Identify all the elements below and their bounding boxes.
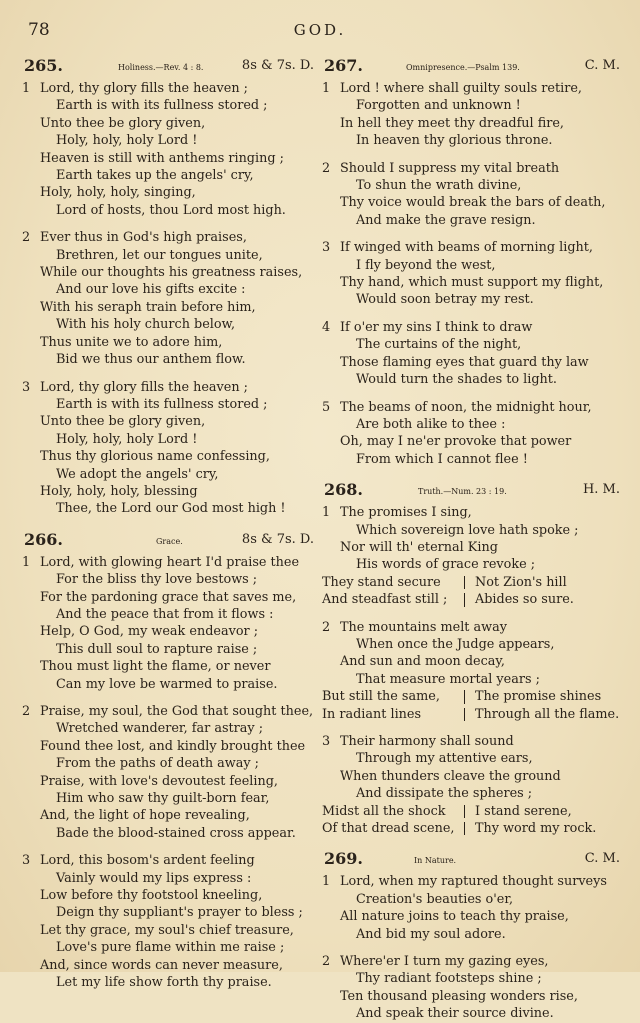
verse-line: Found thee lost, and kindly brought thee (40, 738, 306, 754)
verse-line: Forgotten and unknown ! (356, 98, 521, 114)
line-text: Where'er I turn my gazing eyes, (340, 954, 549, 970)
verse-line: Through my attentive ears, (356, 751, 533, 767)
line-text: Should I suppress my vital breath (340, 160, 560, 176)
verse-line: Holy, holy, holy, blessing (40, 483, 198, 499)
stanza-number: 3 (322, 240, 331, 256)
verse-line: Which sovereign love hath spoke ; (356, 522, 579, 538)
verse-line: From which I cannot flee ! (356, 451, 528, 467)
stanza-number: 1 (322, 81, 331, 96)
verse-line: His words of grace revoke ; (356, 557, 536, 573)
line-text: If o'er my sins I think to draw (340, 319, 533, 335)
stanza-number: 5 (322, 399, 331, 415)
left-column (22, 56, 314, 992)
line-text: Lord, thy glory fills the heaven ; (40, 81, 248, 96)
verse-line (322, 619, 620, 636)
verse-line: With his holy church below, (56, 317, 236, 333)
stanza-number: 4 (322, 319, 331, 335)
brace-divider (464, 708, 475, 721)
split-left: But still the same, (322, 689, 440, 705)
line-text: Lord, with glowing heart I'd praise thee (40, 554, 300, 570)
stanza-number: 2 (22, 230, 31, 246)
split-right: Abides so sure. (475, 592, 574, 608)
verse-line: Can my love be warmed to praise. (56, 676, 278, 692)
verse-line (22, 554, 314, 571)
verse-line: Are both alike to thee : (356, 416, 506, 432)
verse-line: This dull soul to rapture raise ; (56, 641, 258, 657)
hymn-title: In Nature. (414, 856, 457, 866)
verse-line (322, 504, 620, 521)
verse-line: Thou must light the flame, or never (40, 659, 271, 675)
hymn-meter: H. M. (582, 482, 620, 498)
verse-line: Vainly would my lips express : (56, 870, 252, 886)
verse-line: Thy voice would break the bars of death, (340, 195, 606, 211)
verse-line (322, 239, 620, 256)
stanza-number: 2 (22, 704, 31, 719)
split-right: The promise shines (475, 689, 602, 705)
split-line (322, 591, 620, 608)
hymn-meter: 8s & 7s. D. (241, 58, 314, 73)
hymn-meter: C. M. (584, 851, 620, 867)
verse-line: Holy, holy, holy Lord ! (56, 133, 198, 149)
stanza (322, 733, 620, 837)
stanza-number: 2 (322, 619, 331, 635)
hymn-title: Omnipresence.—Psalm 139. (406, 63, 520, 72)
line-text: Their harmony shall sound (340, 734, 514, 749)
stanza-number: 3 (22, 379, 31, 395)
brace-divider (464, 805, 475, 818)
verse-line (322, 319, 620, 336)
verse-line: Unto thee be glory given, (40, 414, 206, 430)
verse-line: For the pardoning grace that saves me, (40, 589, 297, 605)
hymn-header (322, 849, 620, 873)
verse-line: While our thoughts his greatness raises, (40, 265, 303, 281)
line-text: The promises I sing, (340, 505, 472, 521)
hymn-header (322, 56, 620, 80)
verse-line: When thunders cleave the ground (340, 768, 561, 784)
verse-line: Wretched wanderer, far astray ; (56, 721, 264, 737)
split-line (322, 688, 620, 705)
stanza (322, 80, 620, 150)
line-text: Lord, this bosom's ardent feeling (40, 853, 255, 869)
split-right: Not Zion's hill (475, 574, 567, 590)
hymn-number: 268. (324, 480, 363, 500)
verse-line (22, 852, 314, 869)
line-text: Lord, when my raptured thought surveys (340, 874, 607, 890)
split-right: I stand serene, (475, 803, 572, 819)
verse-line: Thus unite we to adore him, (40, 334, 223, 350)
hymn-title: Truth.—Num. 23 : 19. (418, 487, 507, 497)
stanza-number: 2 (322, 954, 331, 970)
split-line (322, 820, 620, 837)
hymn-meter: C. M. (584, 58, 620, 73)
verse-line: When once the Judge appears, (356, 636, 555, 652)
verse-line: From the paths of death away ; (56, 756, 259, 772)
verse-line: And our love his gifts excite : (56, 282, 246, 298)
verse-line: Nor will th' eternal King (340, 539, 498, 555)
line-text: Lord, thy glory fills the heaven ; (40, 379, 248, 395)
verse-line: Let my life show forth thy praise. (56, 975, 272, 991)
stanza (322, 239, 620, 309)
right-column (322, 56, 620, 1023)
stanza-number: 1 (22, 81, 31, 96)
verse-line: Holy, holy, holy Lord ! (56, 431, 198, 447)
verse-line: Ten thousand pleasing wonders rise, (340, 988, 578, 1004)
split-right: Thy word my rock. (475, 821, 597, 837)
verse-line: Help, O God, my weak endeavor ; (40, 624, 259, 640)
stanza (322, 953, 620, 1023)
brace-divider (464, 593, 475, 606)
line-text: Lord ! where shall guilty souls retire, (340, 81, 582, 96)
stanza-number: 3 (322, 734, 331, 749)
stanza (22, 80, 314, 219)
verse-line: And bid my soul adore. (356, 926, 506, 942)
split-line (322, 803, 620, 820)
hymn-number: 269. (324, 849, 363, 869)
stanza (322, 873, 620, 943)
verse-line: And, since words can never measure, (40, 957, 283, 973)
verse-line: Thus thy glorious name confessing, (40, 449, 270, 465)
stanza (22, 703, 314, 842)
brace-divider (464, 822, 475, 835)
split-left: Of that dread scene, (322, 821, 455, 837)
stanza (22, 852, 314, 991)
verse-line: Heaven is still with anthems ringing ; (40, 150, 284, 166)
stanza (22, 229, 314, 368)
verse-line: And make the grave resign. (356, 212, 536, 228)
verse-line: That measure mortal years ; (356, 671, 540, 687)
verse-line: To shun the wrath divine, (356, 178, 522, 194)
split-left: They stand secure (322, 574, 441, 590)
verse-line: Earth is with its fullness stored ; (56, 396, 268, 412)
brace-divider (464, 576, 475, 589)
verse-line: Thy radiant footsteps shine ; (356, 971, 542, 987)
verse-line (22, 229, 314, 246)
stanza (322, 160, 620, 230)
line-text: Praise, my soul, the God that sought thee, (40, 704, 314, 719)
split-left: And steadfast still ; (322, 592, 448, 608)
split-right: Through all the flame. (475, 706, 620, 722)
line-text: The beams of noon, the midnight hour, (340, 399, 592, 415)
hymn-title: Holiness.—Rev. 4 : 8. (118, 63, 204, 72)
verse-line: Love's pure flame within me raise ; (56, 940, 285, 956)
verse-line: Those flaming eyes that guard thy law (340, 354, 589, 370)
running-head: GOD. (293, 21, 347, 39)
verse-line: Bid we thus our anthem flow. (56, 352, 246, 368)
verse-line (22, 379, 314, 396)
verse-line: I fly beyond the west, (356, 257, 496, 273)
verse-line (322, 873, 620, 890)
verse-line: Him who saw thy guilt-born fear, (56, 791, 270, 807)
verse-line: And speak their source divine. (356, 1006, 554, 1022)
verse-line (322, 953, 620, 970)
stanza (322, 504, 620, 608)
verse-line: Oh, may I ne'er provoke that power (340, 434, 572, 450)
hymn-number: 266. (24, 529, 63, 549)
split-left: Midst all the shock (322, 803, 446, 819)
stanza-number: 1 (322, 505, 331, 521)
verse-line: And, the light of hope revealing, (40, 808, 250, 824)
page-number: 78 (28, 20, 50, 40)
verse-line: We adopt the angels' cry, (56, 466, 219, 482)
verse-line (322, 399, 620, 416)
split-left: In radiant lines (322, 706, 422, 722)
verse-line: And the peace that from it flows : (56, 606, 274, 622)
verse-line: Deign thy suppliant's prayer to bless ; (56, 905, 303, 921)
hymn-title: Grace. (156, 536, 183, 546)
verse-line: And dissipate the spheres ; (356, 786, 533, 802)
stanza (322, 619, 620, 723)
line-text: If winged with beams of morning light, (340, 240, 593, 256)
verse-line: Lord of hosts, thou Lord most high. (56, 202, 286, 218)
verse-line: Thee, the Lord our God most high ! (56, 501, 286, 517)
hymn-header (22, 530, 314, 554)
verse-line: And sun and moon decay, (340, 654, 506, 670)
verse-line (22, 703, 314, 720)
verse-line (322, 733, 620, 750)
verse-line: Bade the blood-stained cross appear. (56, 825, 296, 841)
hymn-header (322, 480, 620, 504)
verse-line (322, 80, 620, 97)
stanza (22, 554, 314, 693)
verse-line: The curtains of the night, (356, 337, 522, 353)
stanza-number: 3 (22, 853, 31, 869)
verse-line: Would soon betray my rest. (356, 292, 534, 308)
verse-line: Unto thee be glory given, (40, 115, 206, 131)
stanza-number: 1 (22, 554, 31, 570)
verse-line: Holy, holy, holy, singing, (40, 185, 196, 201)
verse-line: Brethren, let our tongues unite, (56, 247, 263, 263)
verse-line: Creation's beauties o'er, (356, 891, 514, 907)
verse-line: Thy hand, which must support my flight, (340, 275, 604, 291)
verse-line: Let thy grace, my soul's chief treasure, (40, 922, 294, 938)
brace-divider (464, 690, 475, 703)
stanza-number: 2 (322, 160, 331, 176)
hymn-header (22, 56, 314, 80)
verse-line (22, 80, 314, 97)
verse-line: In hell they meet thy dreadful fire, (340, 115, 564, 131)
verse-line: All nature joins to teach thy praise, (340, 909, 569, 925)
verse-line: Would turn the shades to light. (356, 372, 558, 388)
hymn-number: 265. (24, 56, 63, 75)
stanza-number: 1 (322, 874, 331, 890)
line-text: The mountains melt away (340, 619, 507, 635)
line-text: Ever thus in God's high praises, (40, 230, 247, 246)
verse-line (322, 160, 620, 177)
verse-line: With his seraph train before him, (40, 299, 256, 315)
verse-line: In heaven thy glorious throne. (356, 133, 553, 149)
verse-line: For the bliss thy love bestows ; (56, 572, 258, 588)
stanza (322, 399, 620, 469)
verse-line: Earth is with its fullness stored ; (56, 98, 268, 114)
split-line (322, 706, 620, 723)
hymn-number: 267. (324, 56, 363, 75)
stanza (322, 319, 620, 389)
verse-line: Low before thy footstool kneeling, (40, 888, 263, 904)
split-line (322, 574, 620, 591)
verse-line: Praise, with love's devoutest feeling, (40, 773, 278, 789)
hymn-meter: 8s & 7s. D. (241, 531, 314, 547)
verse-line: Earth takes up the angels' cry, (56, 168, 254, 184)
stanza (22, 379, 314, 518)
